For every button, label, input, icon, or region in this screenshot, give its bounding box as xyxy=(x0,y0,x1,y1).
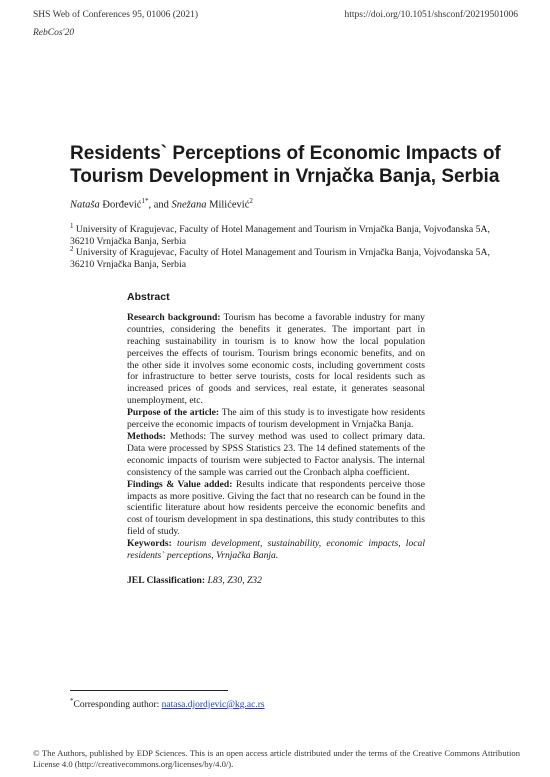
affiliation-2-number: 2 xyxy=(70,245,74,253)
jel-classification xyxy=(127,575,425,587)
background-text: Tourism has become a favorable industry for many countries, considering the benefits it generates. The important part in reaching sustainability in tourism is to know how the local population perceives the effects of tourism. Tourism brings economic benefits, and on the other side it involves some economic costs, including government costs for infrastructure to better serve tourists, costs for local residents such as increased prices of goods and services, real estate, it generates seasonal unemployment, etc. xyxy=(127,311,425,407)
affiliation-1-number: 1 xyxy=(70,222,74,230)
doi-link[interactable]: https://doi.org/10.1051/shsconf/20219501006 xyxy=(344,10,518,20)
abstract-section xyxy=(127,292,425,587)
purpose-label: Purpose of the article: xyxy=(127,407,220,419)
author-email-link[interactable]: natasa.djordjevic@kg.ac.rs xyxy=(161,700,265,711)
affiliation-2 xyxy=(70,243,510,271)
author-list xyxy=(70,197,253,211)
author-2-affil-mark: 2 xyxy=(249,197,253,205)
abstract-findings xyxy=(127,479,425,539)
abstract-background xyxy=(127,312,425,407)
author-2-first-name: Snežana xyxy=(171,199,207,211)
conference-name: RebCos'20 xyxy=(33,28,75,38)
author-separator: , and xyxy=(148,199,172,211)
author-1-last-name: Đorđević xyxy=(102,199,142,211)
methods-label: Methods: xyxy=(127,430,166,442)
affiliation-1-text: University of Kragujevac, Faculty of Hotel Management and Tourism in Vrnjačka Banja, Vojvođanska 5A, 36210 Vrnjačka Banja, Serbia xyxy=(70,224,490,248)
title-line-2: Tourism Development in Vrnjačka Banja, Serbia xyxy=(70,166,500,187)
keywords-text: tourism development, sustainability, economic impacts, local residents` perceptions, Vrnjačka Banja. xyxy=(127,538,425,562)
author-2-last-name: Milićević xyxy=(209,199,250,211)
corresponding-author-footnote xyxy=(70,697,265,710)
title-line-1: Residents` Perceptions of Economic Impacts of xyxy=(70,143,501,164)
keywords-label: Keywords: xyxy=(127,538,172,550)
journal-citation: SHS Web of Conferences 95, 01006 (2021) xyxy=(33,10,199,20)
author-1-affil-mark: 1* xyxy=(141,197,149,205)
abstract-keywords xyxy=(127,538,425,562)
author-1-first-name: Nataša xyxy=(70,199,100,211)
jel-codes: L83, Z30, Z32 xyxy=(205,574,262,586)
footnote-mark: * xyxy=(70,697,74,705)
footnote-label: Corresponding author: xyxy=(73,700,162,711)
findings-text: Results indicate that respondents perceive those impacts as more positive. Giving the fact that no research can be found in the scientific literature about how residents perceive the economic benefits and cost of tourism development in spa destinations, this study contributes to this field of study. xyxy=(127,478,425,538)
jel-label: JEL Classification: xyxy=(127,574,206,586)
paper-title xyxy=(70,142,510,188)
methods-text: Methods: The survey method was used to collect primary data. Data were processed by SPSS Statistics 23. The 14 defined statements of the economic impacts of tourism were subjected to Factor analysis. The internal consistency of the sample was carried out the Cronbach alpha coefficient. xyxy=(127,430,425,478)
abstract-purpose xyxy=(127,407,425,431)
footnote-divider xyxy=(70,690,228,691)
abstract-heading: Abstract xyxy=(127,291,170,303)
abstract-methods xyxy=(127,431,425,479)
affiliation-2-text: University of Kragujevac, Faculty of Hotel Management and Tourism in Vrnjačka Banja, Vojvođanska 5A, 36210 Vrnjačka Banja, Serbia xyxy=(70,247,490,271)
license-notice: © The Authors, published by EDP Sciences. This is an open access article distributed under the terms of the Creative Commons Attribution License 4.0 (http://creativecommons.org/licenses/by/4.0/). xyxy=(33,748,520,769)
background-label: Research background: xyxy=(127,311,221,323)
findings-label: Findings & Value added: xyxy=(127,478,233,490)
purpose-text: The aim of this study is to investigate how residents perceive the economic impacts of tourism development in Vrnjačka Banja. xyxy=(127,407,425,431)
